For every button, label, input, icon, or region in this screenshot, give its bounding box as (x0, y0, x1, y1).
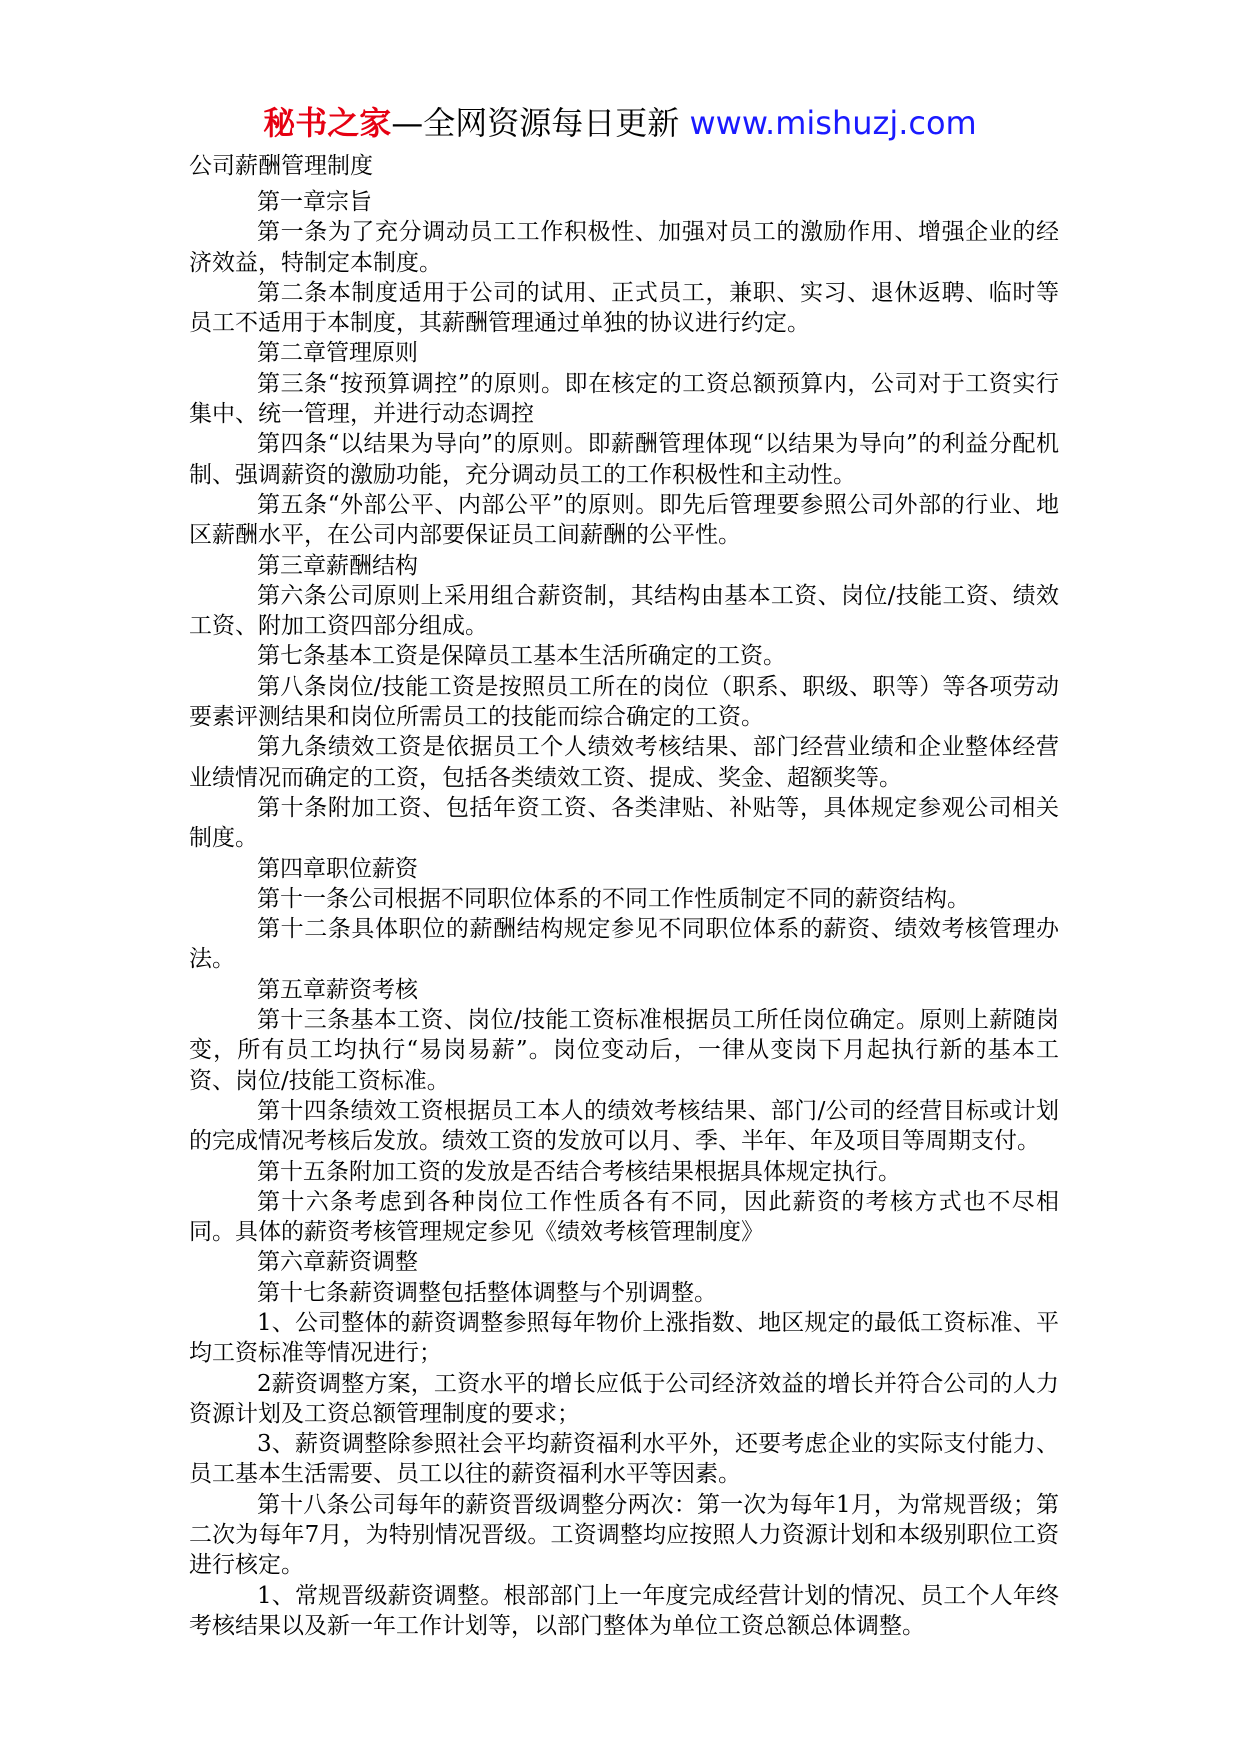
chapter-heading: 第三章薪酬结构 (257, 552, 418, 579)
chapter-heading: 第六章薪资调整 (257, 1249, 418, 1276)
site-banner (0, 103, 1240, 143)
article-paragraph: 第九条绩效工资是依据员工个人绩效考核结果、部门经营业绩和企业整体经营业绩情况而确定的工资，包括各类绩效工资、提成、奖金、超额奖等。 (189, 734, 1059, 791)
article-paragraph: 第一条为了充分调动员工工作积极性、加强对员工的激励作用、增强企业的经济效益，特制定本制度。 (189, 219, 1059, 276)
article-paragraph: 第十五条附加工资的发放是否结合考核结果根据具体规定执行。 (257, 1158, 901, 1185)
article-paragraph: 第十七条薪资调整包括整体调整与个别调整。 (257, 1279, 717, 1306)
chapter-heading: 第四章职位薪资 (257, 855, 418, 882)
chapter-heading: 第一章宗旨 (257, 189, 372, 215)
site-slogan: —全网资源每日更新 (391, 104, 690, 142)
site-url-link[interactable]: www.mishuzj.com (689, 104, 977, 142)
article-paragraph: 第二条本制度适用于公司的试用、正式员工，兼职、实习、退休返聘、临时等员工不适用于本制度，其薪酬管理通过单独的协议进行约定。 (189, 279, 1059, 337)
article-paragraph: 第十三条基本工资、岗位/技能工资标准根据员工所任岗位确定。原则上薪随岗变，所有员工均执行“易岗易薪”。岗位变动后，一律从变岗下月起执行新的基本工资、岗位/技能工资标准。 (189, 1007, 1059, 1094)
document-title: 公司薪酬管理制度 (189, 153, 373, 179)
chapter-heading: 第五章薪资考核 (257, 976, 418, 1003)
article-paragraph: 1、公司整体的薪资调整参照每年物价上涨指数、地区规定的最低工资标准、平均工资标准等情况进行； (189, 1309, 1059, 1367)
article-paragraph: 第四条“以结果为导向”的原则。即薪酬管理体现“以结果为导向”的利益分配机制、强调薪资的激励功能，充分调动员工的工作积极性和主动性。 (189, 431, 1059, 488)
article-paragraph: 第十一条公司根据不同职位体系的不同工作性质制定不同的薪资结构。 (257, 885, 970, 912)
article-paragraph: 第十八条公司每年的薪资晋级调整分两次：第一次为每年1月，为常规晋级；第二次为每年7月，为特别情况晋级。工资调整均应按照人力资源计划和本级别职位工资进行核定。 (189, 1491, 1059, 1579)
chapter-heading: 第二章管理原则 (257, 340, 418, 367)
article-paragraph: 2薪资调整方案，工资水平的增长应低于公司经济效益的增长并符合公司的人力资源计划及工资总额管理制度的要求； (189, 1370, 1059, 1427)
document-body (189, 187, 1059, 1641)
article-paragraph: 第五条“外部公平、内部公平”的原则。即先后管理要参照公司外部的行业、地区薪酬水平，在公司内部要保证员工间薪酬的公平性。 (189, 491, 1059, 549)
article-paragraph: 第七条基本工资是保障员工基本生活所确定的工资。 (257, 643, 786, 670)
article-paragraph: 第十六条考虑到各种岗位工作性质各有不同，因此薪资的考核方式也不尽相同。具体的薪资考核管理规定参见《绩效考核管理制度》 (189, 1188, 1059, 1246)
article-paragraph: 第十二条具体职位的薪酬结构规定参见不同职位体系的薪资、绩效考核管理办法。 (189, 916, 1059, 973)
article-paragraph: 第三条“按预算调控”的原则。即在核定的工资总额预算内，公司对于工资实行集中、统一管理，并进行动态调控 (189, 370, 1059, 428)
site-brand: 秘书之家 (263, 104, 392, 142)
article-paragraph: 第八条岗位/技能工资是按照员工所在的岗位（职系、职级、职等）等各项劳动要素评测结果和岗位所需员工的技能而综合确定的工资。 (189, 673, 1059, 731)
article-paragraph: 3、薪资调整除参照社会平均薪资福利水平外，还要考虑企业的实际支付能力、员工基本生活需要、员工以往的薪资福利水平等因素。 (189, 1431, 1059, 1488)
article-paragraph: 第十四条绩效工资根据员工本人的绩效考核结果、部门/公司的经营目标或计划的完成情况考核后发放。绩效工资的发放可以月、季、半年、年及项目等周期支付。 (189, 1097, 1059, 1155)
article-paragraph: 1、常规晋级薪资调整。根部部门上一年度完成经营计划的情况、员工个人年终考核结果以及新一年工作计划等，以部门整体为单位工资总额总体调整。 (189, 1582, 1059, 1639)
article-paragraph: 第十条附加工资、包括年资工资、各类津贴、补贴等，具体规定参观公司相关制度。 (189, 794, 1059, 852)
article-paragraph: 第六条公司原则上采用组合薪资制，其结构由基本工资、岗位/技能工资、绩效工资、附加工资四部分组成。 (189, 582, 1059, 640)
